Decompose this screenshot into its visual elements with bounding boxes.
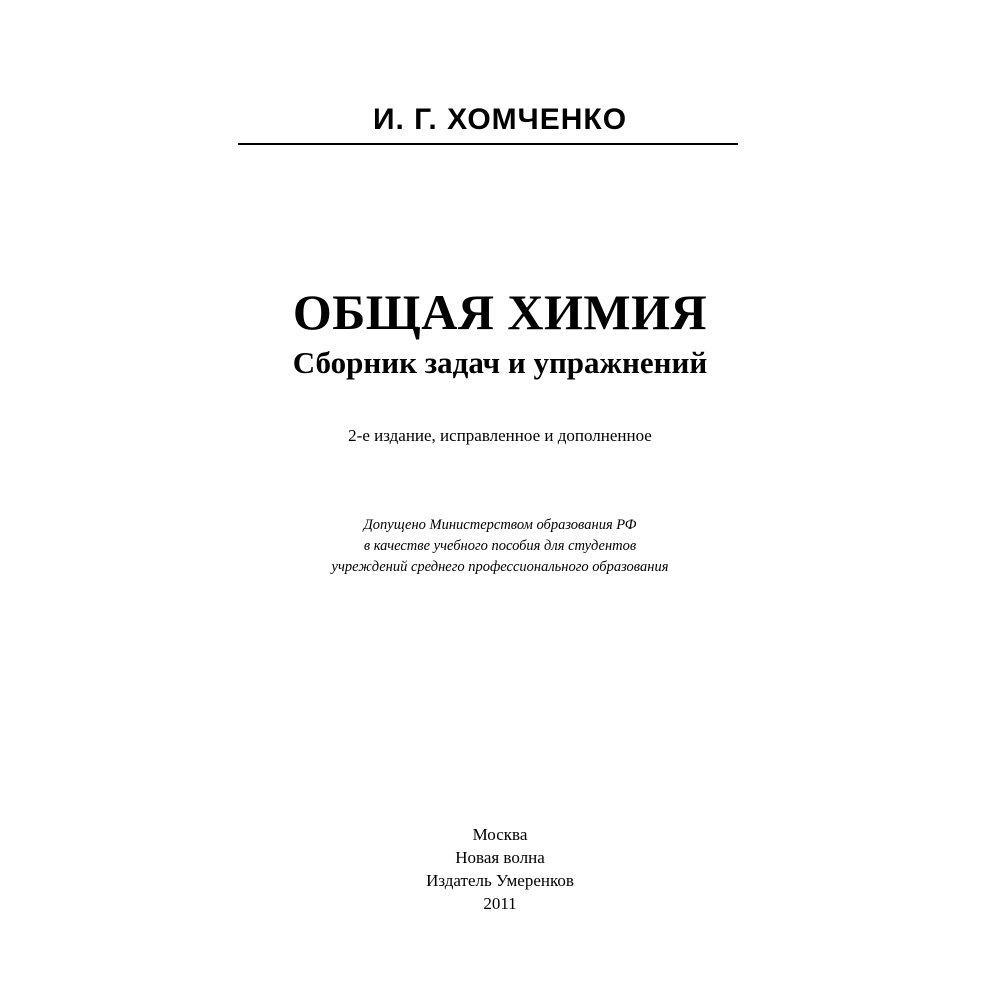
book-title: ОБЩАЯ ХИМИЯ (292, 284, 708, 340)
approval-stamp (0, 515, 1000, 578)
edition-note: 2-е издание, исправленное и дополненное (348, 426, 652, 445)
book-subtitle: Сборник задач и упражнений (292, 345, 708, 380)
approval-line: учреждений среднего профессионального образования (331, 559, 669, 575)
imprint-publisher-name: Издатель Умеренков (426, 871, 574, 890)
imprint (0, 823, 1000, 915)
author-underline (238, 143, 738, 145)
author-name: И. Г. ХОМЧЕНКО (372, 103, 628, 136)
imprint-year: 2011 (483, 894, 517, 913)
imprint-publisher: Новая волна (455, 848, 545, 867)
approval-line: в качестве учебного пособия для студентов (363, 538, 637, 554)
approval-line: Допущено Министерством образования РФ (363, 517, 637, 533)
imprint-city: Москва (472, 825, 528, 844)
